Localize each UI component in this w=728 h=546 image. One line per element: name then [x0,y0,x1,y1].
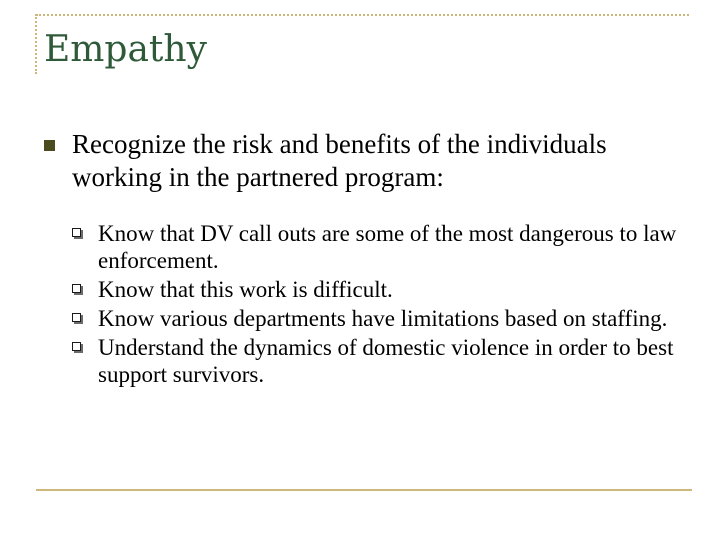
sub-bullet-item [44,220,694,274]
filled-square-bullet-icon [44,140,55,151]
hollow-square-bullet-icon [72,228,81,237]
sub-bullet-item [44,305,694,332]
slide-body [44,128,694,390]
sub-bullet-text: Know that this work is difficult. [98,277,393,302]
bottom-decorative-rule [36,489,692,491]
slide-title: Empathy [44,29,207,70]
sub-bullet-text: Know that DV call outs are some of the most dangerous to law enforcement. [98,221,677,273]
sub-bullet-list [44,220,694,388]
sub-bullet-item [44,276,694,303]
left-decorative-rule [35,14,37,74]
sub-bullet-item [44,334,694,388]
hollow-square-bullet-icon [72,284,81,293]
main-bullet-point [44,128,694,194]
sub-bullet-text: Know various departments have limitations based on staffing. [98,306,668,331]
top-decorative-rule [36,14,689,16]
sub-bullet-text: Understand the dynamics of domestic violence in order to best support survivors. [98,335,674,387]
hollow-square-bullet-icon [72,313,81,322]
hollow-square-bullet-icon [72,342,81,351]
main-bullet-text: Recognize the risk and benefits of the individuals working in the partnered program: [72,129,607,192]
